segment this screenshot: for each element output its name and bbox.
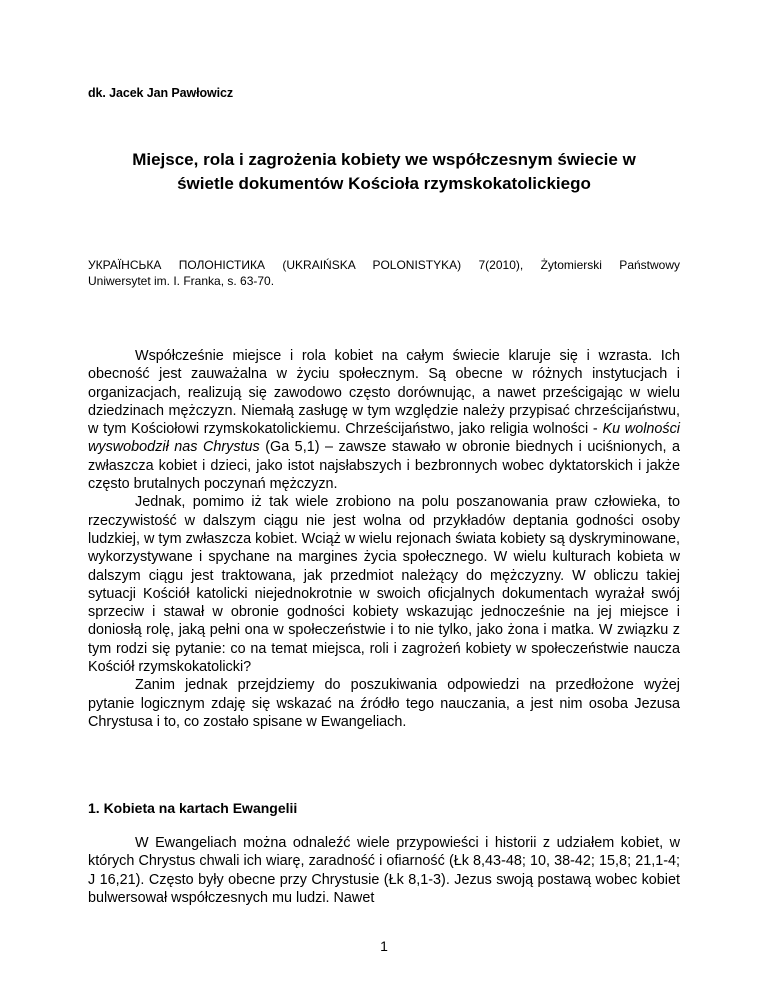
paragraph-1-text-b: (Ga 5,1) – zawsze stawało w obronie biednych i uciśnionych, a zwłaszcza kobiet i dzieci, jako istot najsłabszych i bezbronnych wobec dyktatorskich i jakże często brutalnych poczynań mężczyzn. (88, 439, 680, 493)
paragraph-1 (88, 347, 680, 493)
section-heading: 1. Kobieta na kartach Ewangelii (88, 800, 298, 816)
document-title (88, 148, 680, 196)
title-line-1: Miejsce, rola i zagrożenia kobiety we współczesnym świecie w (132, 150, 636, 169)
citation-line-1: УКРАЇНСЬКА ПОЛОНІСТИКА (UKRAIŃSKA POLONISTYKA) 7(2010), Żytomierski Państwowy (88, 258, 680, 272)
title-line-2: świetle dokumentów Kościoła rzymskokatolickiego (177, 174, 591, 193)
publication-citation (88, 257, 680, 289)
main-body (88, 347, 680, 731)
paragraph-2: Jednak, pomimo iż tak wiele zrobiono na polu poszanowania praw człowieka, to rzeczywistość w dalszym ciągu nie jest wolna od przykładów deptania godności osoby ludzkiej, w tym zwłaszcza kobiet. Wciąż w wielu rejonach świata kobiety są dyskryminowane, wykorzystywane i spychane na margines życia społecznego. W wielu kulturach kobieta w dalszym ciągu jest traktowana, jak przedmiot należący do mężczyzny. W obliczu takiej sytuacji Kościół katolicki niejednokrotnie w swoich oficjalnych dokumentach wyrażał swój sprzeciw i stawał w obronie godności kobiety wskazując jednocześnie na jej miejsce i doniosłą rolę, jaką pełni ona w społeczeństwie i to nie tylko, jako żona i matka. W związku z tym rodzi się pytanie: co na temat miejsca, roli i zagrożeń kobiety w społeczeństwie naucza Kościół rzymskokatolicki? (88, 494, 680, 676)
paragraph-1-text-a: Współcześnie miejsce i rola kobiet na całym świecie klaruje się i wzrasta. Ich obecność jest zauważalna w życiu społecznym. Są obecne w różnych instytucjach i organizacjach, realizują się zawodowo często dorównując, a nawet prześcigając w wielu dziedzinach mężczyzn. Niemałą zasługę w tym względzie należy przypisać chrześcijaństwu, w tym Kościołowi rzymskokatolickiemu. Chrześcijaństwo, jako religia wolności - (88, 348, 680, 438)
paragraph-1-quote: Ku wolności wyswobodził nas Chrystus (88, 421, 680, 456)
citation-line-2: Uniwersytet im. I. Franka, s. 63-70. (88, 274, 275, 288)
paragraph-3: Zanim jednak przejdziemy do poszukiwania odpowiedzi na przedłożone wyżej pytanie logicznym zdaję się wskazać na źródło tego nauczania, a jest nim osoba Jezusa Chrystusa i to, co zostało spisane w Ewangeliach. (88, 677, 680, 730)
page-number: 1 (380, 938, 388, 954)
section-body (88, 834, 680, 907)
section-paragraph: W Ewangeliach można odnaleźć wiele przypowieści i historii z udziałem kobiet, w których Chrystus chwali ich wiarę, zaradność i ofiarność (Łk 8,43-48; 10, 38-42; 15,8; 21,1-4; J 16,21). Często były obecne przy Chrystusie (Łk 8,1-3). Jezus swoją postawą wobec kobiet bulwersował współczesnych mu ludzi. Nawet (88, 835, 680, 906)
author-name: dk. Jacek Jan Pawłowicz (88, 86, 233, 100)
